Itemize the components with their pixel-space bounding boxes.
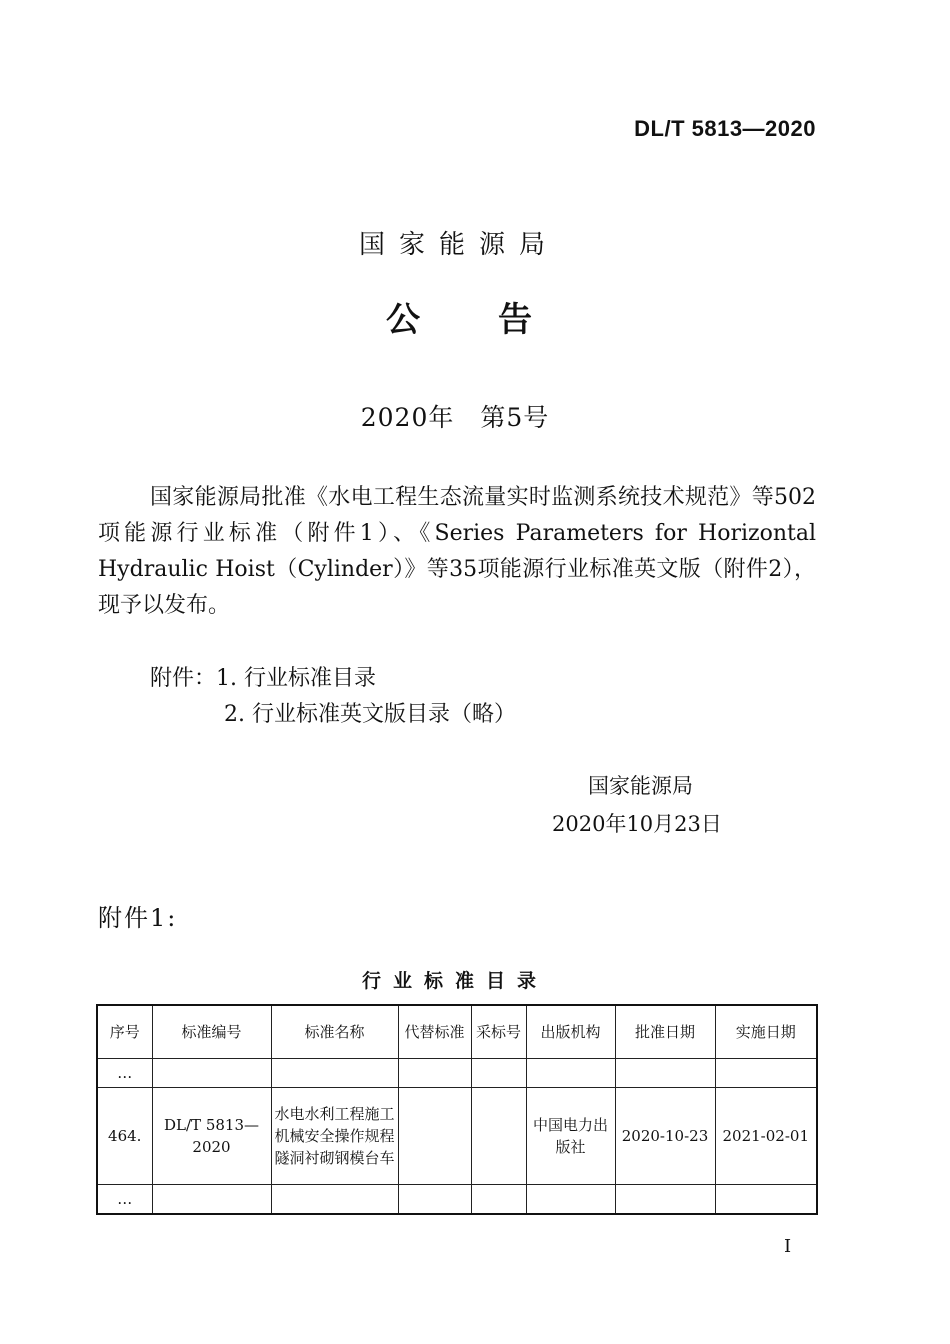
standard-code: DL/T 5813—2020	[634, 116, 816, 141]
col-header-code: 标准编号	[152, 1005, 271, 1059]
attachment-line-2: 2. 行业标准英文版目录（略）	[224, 702, 516, 727]
cell-adopted	[471, 1088, 526, 1185]
standards-table	[96, 1004, 818, 1215]
col-header-no: 序号	[97, 1005, 152, 1059]
col-header-adopted: 采标号	[471, 1005, 526, 1059]
table-header-row	[97, 1005, 817, 1059]
cell-approved: 2020-10-23	[615, 1088, 715, 1185]
cell-no: 464.	[97, 1088, 152, 1185]
appendix-heading: 附件1:	[98, 904, 178, 932]
col-header-publisher: 出版机构	[526, 1005, 615, 1059]
signature-date: 2020年10月23日	[552, 812, 722, 836]
issue-number: 2020年 第5号	[360, 403, 550, 432]
notice-body: 国家能源局批准《水电工程生态流量实时监测系统技术规范》等502项能源行业标准（附件1）、《Series Parameters for Horizontal Hydraulic Hoist（Cylinder）》等35项能源行业标准英文版（附件2），现予以发布。	[98, 485, 816, 618]
col-header-effective: 实施日期	[715, 1005, 817, 1059]
attachment-line-1: 附件：1. 行业标准目录	[150, 666, 376, 691]
notice-title: 公告	[386, 300, 610, 340]
cell-publisher: 中国电力出版社	[526, 1088, 615, 1185]
agency-name: 国家能源局	[358, 230, 559, 260]
ellipsis-cell: …	[97, 1185, 152, 1215]
table-title: 行业标准目录	[361, 970, 548, 992]
ellipsis-cell: …	[97, 1059, 152, 1088]
table-row	[97, 1088, 817, 1185]
cell-effective: 2021-02-01	[715, 1088, 817, 1185]
cell-replaces	[398, 1088, 471, 1185]
table-row	[97, 1059, 817, 1088]
signature-org: 国家能源局	[588, 774, 693, 798]
col-header-approved: 批准日期	[615, 1005, 715, 1059]
cell-name: 水电水利工程施工机械安全操作规程 隧洞衬砌钢模台车	[271, 1088, 398, 1185]
col-header-replaces: 代替标准	[398, 1005, 471, 1059]
cell-code: DL/T 5813—2020	[152, 1088, 271, 1185]
col-header-name: 标准名称	[271, 1005, 398, 1059]
page-number: I	[784, 1236, 792, 1257]
table-row	[97, 1185, 817, 1215]
